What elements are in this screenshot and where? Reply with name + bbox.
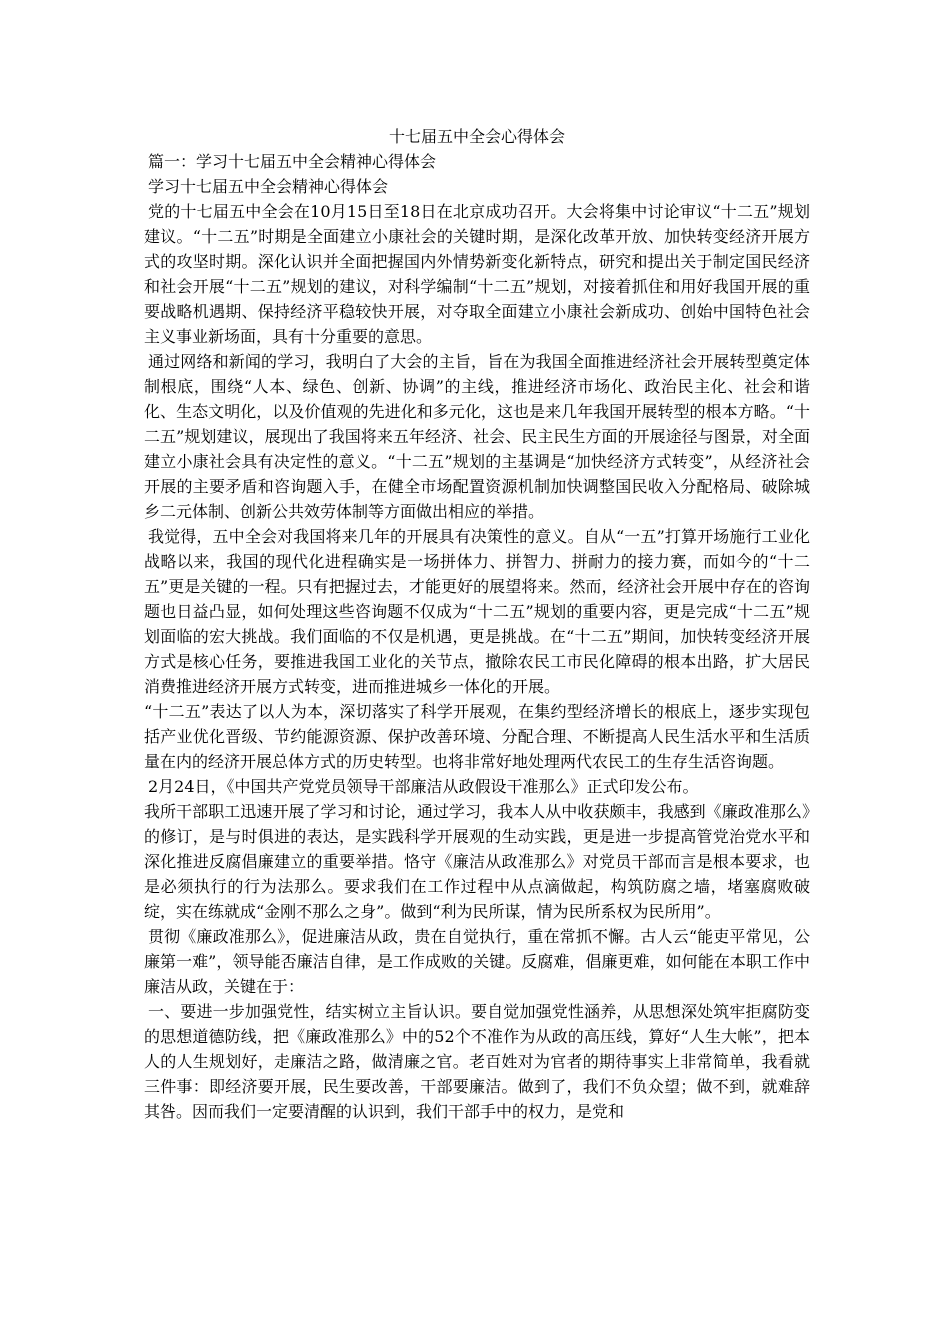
document-title: 十七届五中全会心得体会 (388, 127, 565, 146)
paragraph: 一、要进一步加强党性，结实树立主旨认识。要自觉加强党性涵养，从思想深处筑牢拒腐防变的思想道德防线，把《廉政准那么》中的52个不准作为从政的高压线，算好“人生大帐”，把本人的人生规划好，走廉洁之路，做清廉之官。老百姓对为官者的期待事实上非常简单，我看就三件事：即经济要开展，民生要改善，干部要廉洁。做到了，我们不负众望；做不到，就难辞其咎。因而我们一定要清醒的认识到，我们干部手中的权力，是党和 (144, 1002, 810, 1121)
document-page (144, 124, 810, 1124)
paragraph: “十二五”表达了以人为本，深切落实了科学开展观，在集约型经济增长的根底上，逐步实现包括产业优化晋级、节约能源资源、保护改善环境、分配合理、不断提高人民生活水平和生活质量在内的经济开展总体方式的历史转型。也将非常好地处理两代农民工的生存生活咨询题。 (144, 702, 810, 771)
sub-heading: 学习十七届五中全会精神心得体会 (148, 177, 389, 196)
section-heading: 篇一：学习十七届五中全会精神心得体会 (148, 152, 437, 171)
paragraph: 党的十七届五中全会在10月15日至18日在北京成功召开。大会将集中讨论审议“十二五”规划建议。“十二五”时期是全面建立小康社会的关键时期，是深化改革开放、加快转变经济开展方式的攻坚时期。深化认识并全面把握国内外情势新变化新特点，研究和提出关于制定国民经济和社会开展“十二五”规划的建议，对科学编制“十二五”规划，对接着抓住和用好我国开展的重要战略机遇期、保持经济平稳较快开展，对夺取全面建立小康社会新成功、创始中国特色社会主义事业新场面，具有十分重要的意思。 (144, 202, 810, 346)
paragraph: 贯彻《廉政准那么》，促进廉洁从政，贵在自觉执行，重在常抓不懈。古人云“能吏平常见，公廉第一难”，领导能否廉洁自律，是工作成败的关键。反腐难，倡廉更难，如何能在本职工作中廉洁从政，关键在于： (144, 927, 810, 996)
paragraph: 通过网络和新闻的学习，我明白了大会的主旨，旨在为我国全面推进经济社会开展转型奠定体制根底，围绕“人本、绿色、创新、协调”的主线，推进经济市场化、政治民主化、社会和谐化、生态文明化，以及价值观的先进化和多元化，这也是来几年我国开展转型的根本方略。“十二五”规划建议，展现出了我国将来五年经济、社会、民主民生方面的开展途径与图景，对全面建立小康社会具有决定性的意义。“十二五”规划的主基调是“加快经济方式转变”，从经济社会开展的主要矛盾和咨询题入手，在健全市场配置资源机制加快调整国民收入分配格局、破除城乡二元体制、创新公共效劳体制等方面做出相应的举措。 (144, 352, 810, 521)
paragraph: 我所干部职工迅速开展了学习和讨论，通过学习，我本人从中收获颇丰，我感到《廉政准那么》的修订，是与时俱进的表达，是实践科学开展观的生动实践，更是进一步提高管党治党水平和深化推进反腐倡廉建立的重要举措。恪守《廉洁从政准那么》对党员干部而言是根本要求，也是必须执行的行为法那么。要求我们在工作过程中从点滴做起，构筑防腐之墙，堵塞腐败破绽，实在练就成“金刚不那么之身”。做到“利为民所谋，情为民所系权为民所用”。 (144, 802, 810, 921)
paragraph: 我觉得，五中全会对我国将来几年的开展具有决策性的意义。自从“一五”打算开场施行工业化战略以来，我国的现代化进程确实是一场拼体力、拼智力、拼耐力的接力赛，而如今的“十二五”更是关键的一程。只有把握过去，才能更好的展望将来。然而，经济社会开展中存在的咨询题也日益凸显，如何处理这些咨询题不仅成为“十二五”规划的重要内容，更是完成“十二五”规划面临的宏大挑战。我们面临的不仅是机遇，更是挑战。在“十二五”期间，加快转变经济开展方式是核心任务，要推进我国工业化的关节点，撤除农民工市民化障碍的根本出路，扩大居民消费推进经济开展方式转变，进而推进城乡一体化的开展。 (144, 527, 810, 696)
paragraph: 2月24日，《中国共产党党员领导干部廉洁从政假设干准那么》正式印发公布。 (148, 777, 699, 796)
